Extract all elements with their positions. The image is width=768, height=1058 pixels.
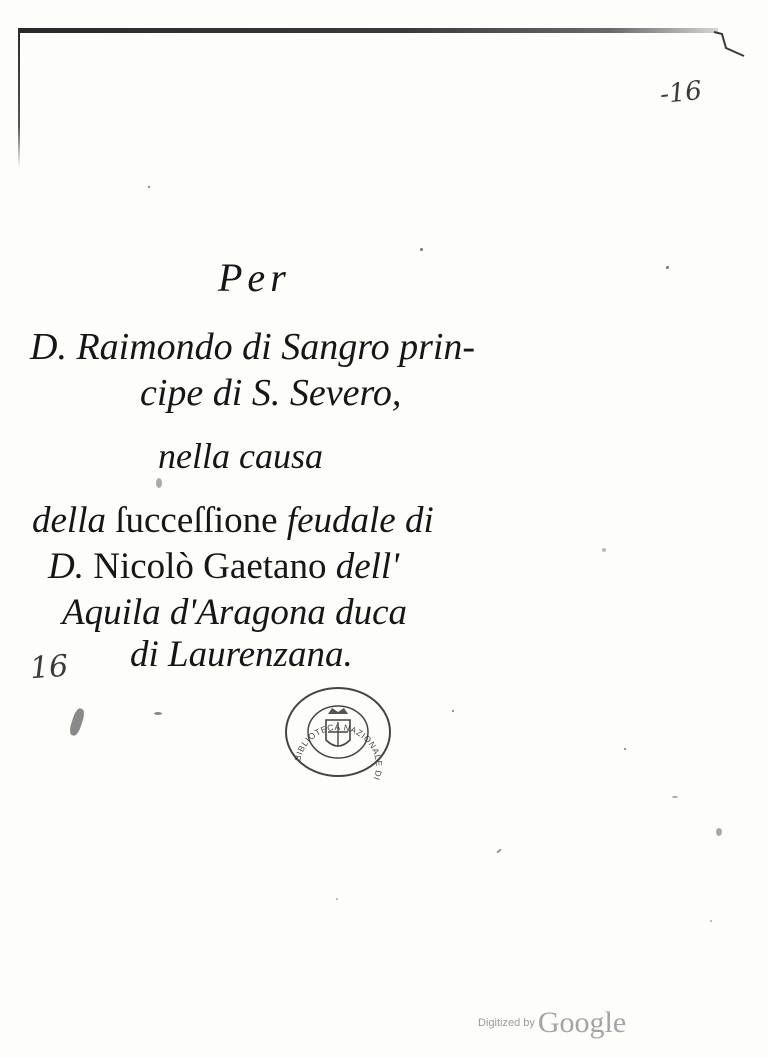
title-line-4: [32, 502, 434, 539]
title-line-per: Per: [218, 255, 291, 300]
title-line-4-end: feudale di: [286, 500, 434, 541]
svg-text:BIBLIOTECA NAZIONALE DI NAPOLI: [292, 722, 384, 780]
stamp-text: BIBLIOTECA NAZIONALE DI: [292, 721, 385, 780]
digitized-watermark: [478, 1006, 626, 1040]
title-line-5: [48, 548, 399, 585]
ink-speck: [716, 828, 722, 836]
ink-speck: [666, 266, 669, 269]
title-line-5-end: dell': [335, 546, 400, 587]
ink-speck: [624, 748, 626, 750]
ink-speck: [452, 710, 454, 712]
margin-mark: 16: [28, 648, 70, 687]
title-line-7: di Laurenzana.: [130, 634, 353, 675]
folio-mark: -16: [658, 75, 704, 111]
title-line-4-start: della: [32, 500, 106, 541]
ink-speck: [672, 796, 678, 798]
title-line-4-middle: ſucceſſione: [115, 500, 278, 541]
title-line-3: nella causa: [158, 436, 323, 476]
ink-speck: [148, 186, 150, 188]
title-line-5-middle: Nicolò Gaetano: [93, 546, 327, 587]
title-line-1: D. Raimondo di Sangro prin-: [30, 326, 476, 368]
ink-speck: [154, 712, 162, 715]
title-line-5-start: D.: [48, 546, 84, 587]
ink-speck: [710, 920, 712, 922]
title-line-2: cipe di S. Severo,: [140, 372, 402, 414]
ink-speck: [602, 548, 606, 552]
digitized-by-label: Digitized by: [478, 1017, 535, 1029]
title-line-6: Aquila d'Aragona duca: [62, 592, 407, 633]
library-stamp-icon: [282, 684, 394, 780]
ink-speck: [420, 248, 423, 251]
ink-speck: [156, 478, 162, 488]
google-logo: Google: [537, 1006, 627, 1039]
ink-speck: [336, 898, 338, 900]
